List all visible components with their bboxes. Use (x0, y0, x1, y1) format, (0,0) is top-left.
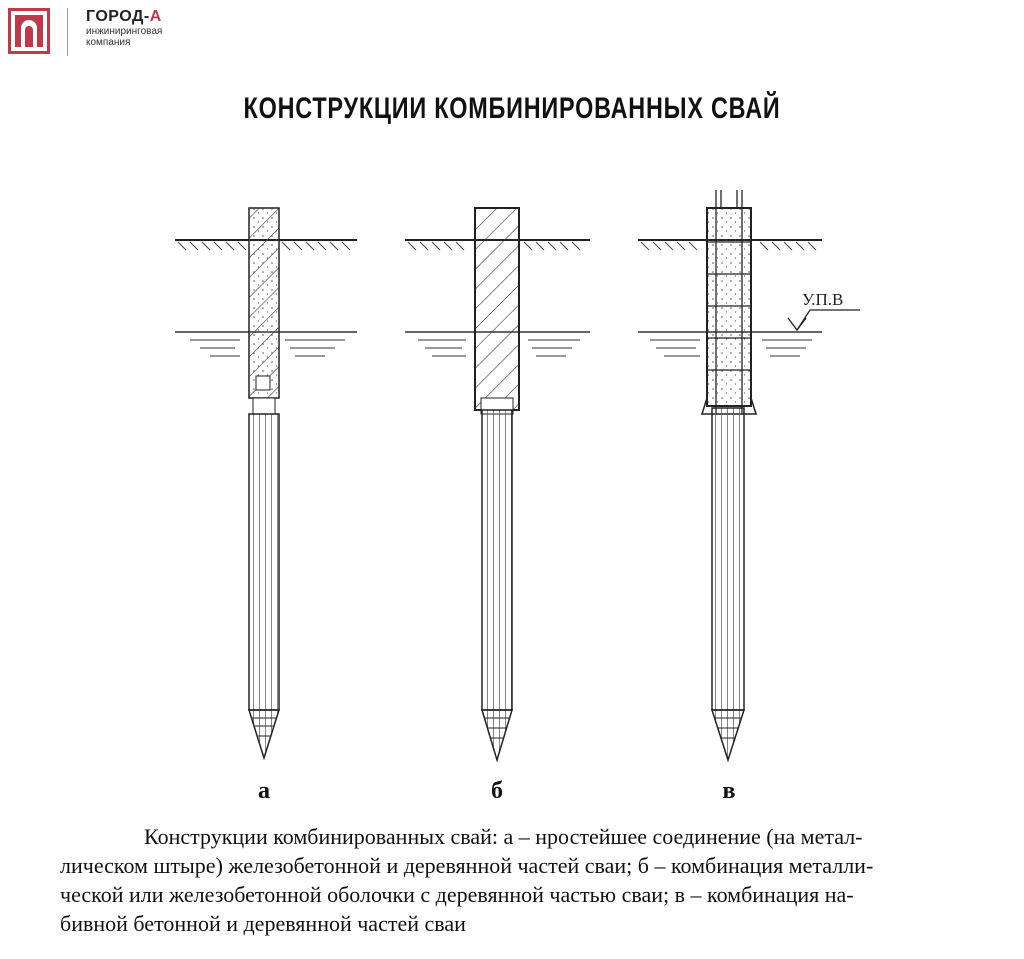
pile-label-b: б (491, 778, 503, 804)
caption-line: бивной бетонной и деревянной частей сваи (60, 911, 466, 936)
piles-diagram (0, 170, 1024, 810)
pile-a (175, 208, 357, 758)
caption-line: ческой или железобетонной оболочки с деревянной частью сваи; в – комбинация на- (60, 882, 854, 907)
pile-label-v: в (722, 778, 736, 804)
brand-subtitle: инжиниринговая компания (86, 26, 163, 48)
caption-line: Конструкции комбинированных свай: а – нростейшее соединение (на метал- (144, 824, 863, 849)
company-logo-icon (8, 8, 50, 54)
caption-line: лическом штыре) железобетонной и деревянной частей сваи; б – комбинация металли- (60, 853, 874, 878)
pile-b (405, 208, 590, 760)
brand-name: ГОРОД-А (86, 8, 162, 25)
pile-v (638, 190, 860, 760)
figure-caption (60, 822, 1000, 938)
water-level-marker (788, 310, 860, 330)
logo-divider (67, 8, 68, 56)
brand-block (86, 8, 176, 48)
page-title: КОНСТРУКЦИИ КОМБИНИРОВАННЫХ СВАЙ (243, 92, 781, 125)
pile-label-a: а (258, 778, 270, 804)
water-level-label: У.П.В (802, 290, 844, 309)
